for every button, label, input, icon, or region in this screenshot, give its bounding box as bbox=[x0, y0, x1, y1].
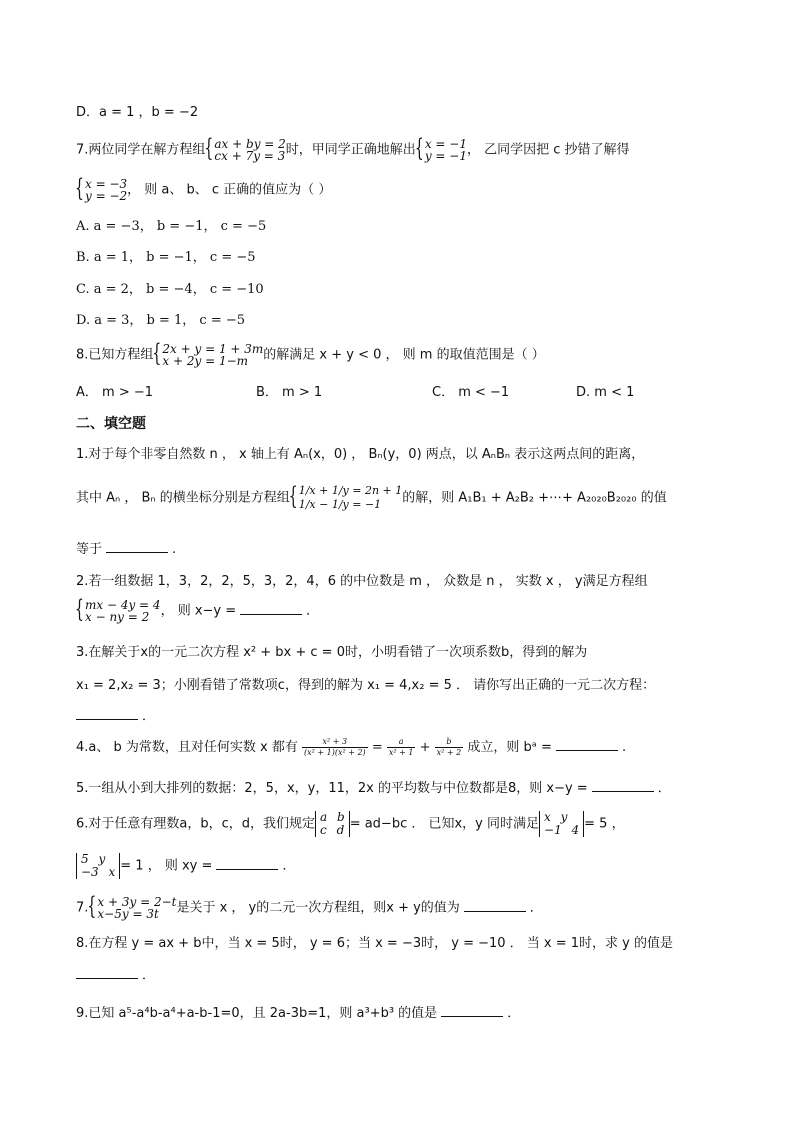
fill-2-line2: { mx − 4y = 4 x − ny = 2 ， 则 x−y = ． bbox=[76, 599, 319, 623]
answer-blank[interactable] bbox=[556, 738, 618, 751]
q7-system-3: { x = −3 y = −2 bbox=[76, 178, 127, 202]
answer-blank[interactable] bbox=[76, 707, 138, 720]
fill-3-line1: 3.在解关于x的一元二次方程 x² + bx + c = 0时，小明看错了一次项系数b，得到的解为 bbox=[76, 645, 588, 660]
fill-6-line2: 5 y −3 x = 1 ， 则 xy = ． bbox=[76, 853, 295, 879]
answer-blank[interactable] bbox=[592, 779, 654, 792]
q7-system-1: { ax + by = 2 cx + 7y = 3 bbox=[205, 138, 285, 162]
q8-system: { 2x + y = 1 + 3m x + 2y = 1−m bbox=[153, 343, 263, 367]
f6-determinant-1: a b c d bbox=[315, 811, 350, 837]
answer-blank[interactable] bbox=[441, 1004, 503, 1017]
f2-system: { mx − 4y = 4 x − ny = 2 bbox=[76, 599, 161, 623]
fill-3-line2: x₁ = 2,x₂ = 3；小刚看错了常数项c，得到的解为 x₁ = 4,x₂ = 5 ． 请你写出正确的一元二次方程： bbox=[76, 678, 656, 693]
fill-3-line3: ． bbox=[76, 707, 155, 726]
q8-option-c: C． m < −1 bbox=[432, 385, 510, 400]
f4-fraction-2: $\frac{a}{\text{x² + 1}}$ bbox=[388, 737, 414, 757]
q8-option-b: B． m > 1 bbox=[256, 385, 323, 400]
q7-option-c: C. a = 2， b = −4， c = −10 bbox=[76, 282, 264, 297]
q7-option-d: D. a = 3， b = 1， c = −5 bbox=[76, 313, 246, 328]
answer-blank[interactable] bbox=[464, 899, 526, 912]
f1-system: { 1/x + 1/y = 2n + 1 1/x − 1/y = −1 bbox=[290, 484, 403, 512]
q7-text-c: ， 乙同学因把 c 抄错了解得 bbox=[466, 142, 630, 158]
answer-blank[interactable] bbox=[216, 857, 278, 870]
f6-determinant-3: 5 y −3 x bbox=[76, 853, 120, 879]
q6-option-d: D．a = 1 ，b = −2 bbox=[76, 105, 199, 120]
fill-7: 7. { x + 3y = 2−t x−5y = 3t 是关于 x ， y的二元一次方程组，则x + y的值为 ． bbox=[76, 896, 543, 920]
question-7-line1 bbox=[76, 138, 630, 162]
f6-determinant-2: x y −1 4 bbox=[539, 811, 584, 837]
fill-6-line1: 6.对于任意有理数a，b，c，d，我们规定 a b c d = ad−bc ． 已知x，y 同时满足 x y −1 4 = 5 ， bbox=[76, 810, 625, 837]
fill-8-line1: 8.在方程 y = ax + b中，当 x = 5时， y = 6；当 x = −3时， y = −10 ． 当 x = 1时，求 y 的值是 bbox=[76, 936, 674, 951]
q7-system-2: { x = −1 y = −1 bbox=[416, 138, 467, 162]
f4-fraction-3: $\frac{b}{\text{x² + 2}}$ bbox=[436, 737, 462, 757]
question-7-line2 bbox=[76, 178, 331, 202]
fill-5: 5.一组从小到大排列的数据：2，5，x，y，11，2x 的平均数与中位数都是8，则 x−y = ． bbox=[76, 781, 671, 796]
fill-2-line1: 2.若一组数据 1，3，2，2，5，3，2，4，6 的中位数是 m ， 众数是 n ， 实数 x ， y满足方程组 bbox=[76, 574, 648, 589]
q7-text-b: 时，甲同学正确地解出 bbox=[285, 142, 416, 158]
fill-8-line2: ． bbox=[76, 966, 155, 985]
fill-9: 9.已知 a⁵-a⁴b-a⁴+a-b-1=0，且 2a-3b=1，则 a³+b³ 的值是 ． bbox=[76, 1006, 521, 1021]
answer-blank[interactable] bbox=[106, 540, 168, 553]
answer-blank[interactable] bbox=[76, 966, 138, 979]
answer-blank[interactable] bbox=[240, 602, 302, 615]
q7-text-a: 7.两位同学在解方程组 bbox=[76, 142, 206, 158]
section-heading-fill-in: 二、填空题 bbox=[76, 416, 146, 432]
fill-1-line1: 1.对于每个非零自然数 n ， x 轴上有 Aₙ(x，0) ， Bₙ(y，0) 两点，以 AₙBₙ 表示这两点间的距离， bbox=[76, 447, 645, 462]
fill-1-line2: 其中 Aₙ ， Bₙ 的横坐标分别是方程组 { 1/x + 1/y = 2n + 1 1/x − 1/y = −1 的解，则 A₁B₁ + A₂B₂ +⋯+ A₂₀₂₀B₂₀₂₀ 的值 bbox=[76, 484, 667, 512]
f7-system: { x + 3y = 2−t x−5y = 3t bbox=[88, 896, 176, 920]
fill-1-line3: 等于 . bbox=[76, 542, 177, 557]
q7-option-b: B. a = 1， b = −1， c = −5 bbox=[76, 250, 256, 265]
f4-fraction-1: $\frac{\text{x² + 3}}{\text{(x² + 1)(x² + 2)}}$ bbox=[304, 737, 366, 757]
q8-option-d: D. m < 1 bbox=[576, 385, 635, 400]
question-8: 8.已知方程组 { 2x + y = 1 + 3m x + 2y = 1−m 的解满足 x + y < 0 ， 则 m 的取值范围是（ ） bbox=[76, 343, 545, 367]
q7-option-a: A. a = −3， b = −1， c = −5 bbox=[76, 219, 267, 234]
fill-4: 4.a、 b 为常数，且对任何实数 x 都有 $\frac{\text{x² + 3}}{\text{(x² + 1)(x² + 2)}}$ = $\frac{a}{\text{x² + 1}}$ + $\frac{b}{\text{x² + 2}}$ 成立，则 bᵃ = . bbox=[76, 737, 627, 757]
q7-text-d: ， 则 a、 b、 c 正确的值应为（ ） bbox=[127, 182, 332, 198]
q8-option-a: A． m > −1 bbox=[76, 385, 154, 400]
